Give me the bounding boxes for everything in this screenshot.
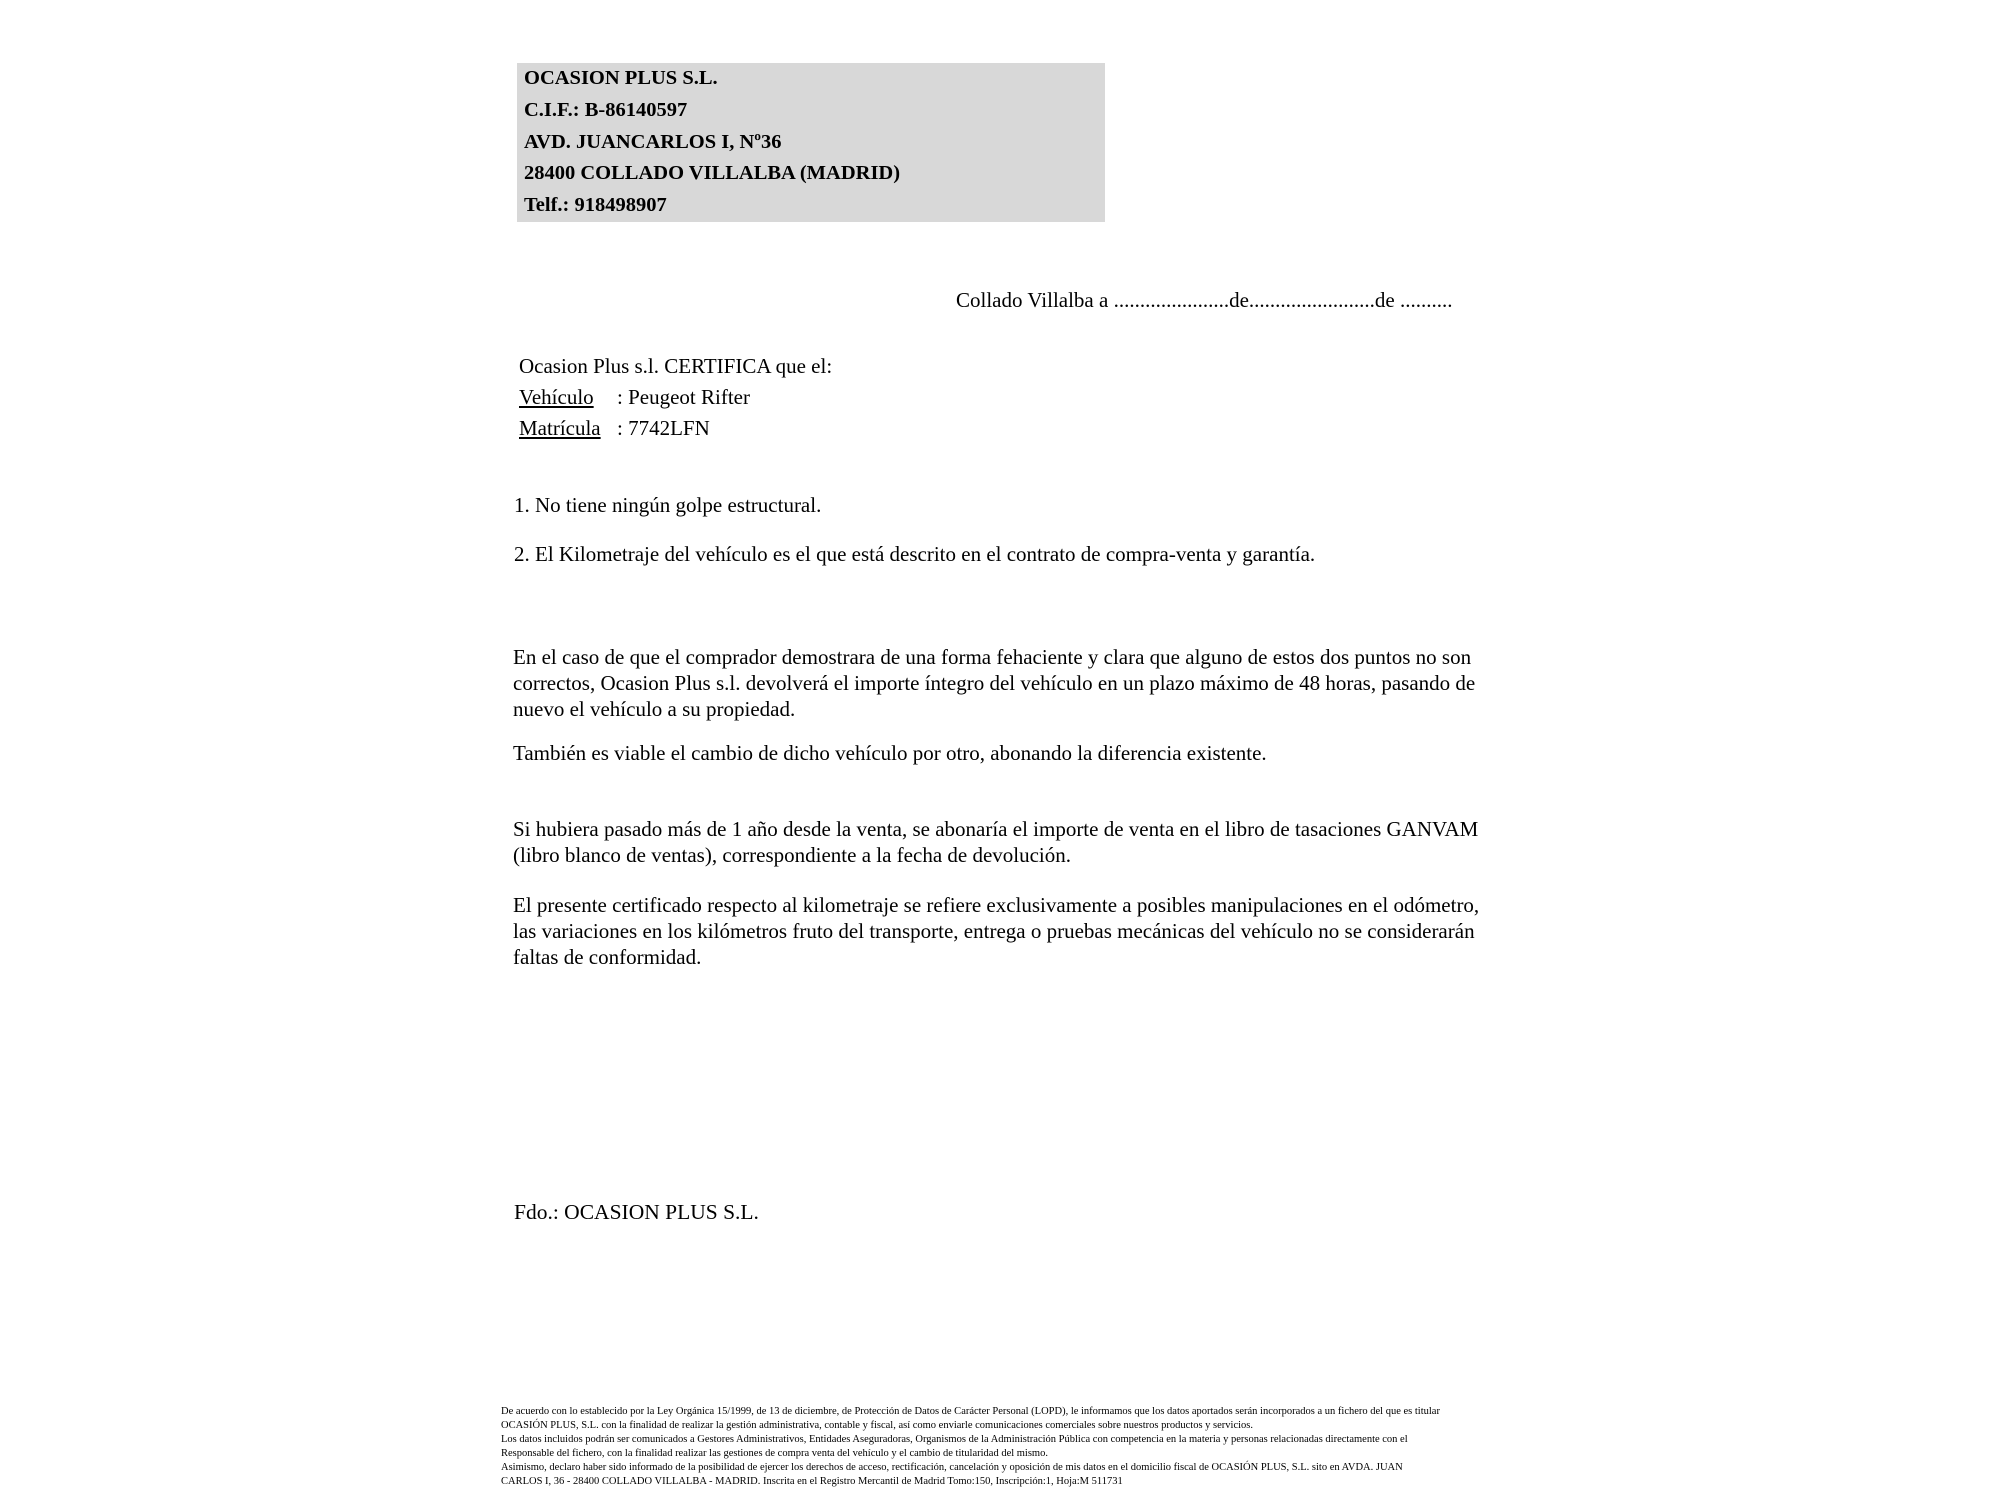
vehicle-label: Vehículo xyxy=(519,385,594,409)
numbered-item-2: 2. El Kilometraje del vehículo es el que está descrito en el contrato de compra-venta y garantía. xyxy=(514,542,1316,566)
letterhead-block xyxy=(517,63,1105,222)
letterhead-phone: Telf.: 918498907 xyxy=(524,194,667,217)
plate-label: Matrícula xyxy=(519,416,601,440)
signature-line: Fdo.: OCASION PLUS S.L. xyxy=(514,1200,759,1224)
legal-footer-line: Asimismo, declaro haber sido informado de la posibilidad de ejercer los derechos de acceso, rectificación, cancelación y oposición de mis datos en el domicilio fiscal de OCASIÓN PLUS, S.L. sito en AVDA. JUAN xyxy=(501,1461,1403,1473)
legal-footer-line: Los datos incluidos podrán ser comunicados a Gestores Administrativos, Entidades Aseguradoras, Organismos de la Administración Pública con competencia en la materia y personas relacionadas directamente con el xyxy=(501,1433,1408,1445)
certification-block xyxy=(519,351,832,444)
letterhead-company-name: OCASION PLUS S.L. xyxy=(524,67,718,89)
vehicle-row xyxy=(519,382,832,413)
vehicle-value: : Peugeot Rifter xyxy=(617,385,750,409)
paragraph-odometer-scope: El presente certificado respecto al kilometraje se refiere exclusivamente a posibles manipulaciones en el odómetro, las variaciones en los kilómetros fruto del transporte, entrega o pruebas mecánicas del vehículo no se considerarán faltas de conformidad. xyxy=(513,893,1480,969)
certification-intro: Ocasion Plus s.l. CERTIFICA que el: xyxy=(519,354,833,378)
legal-footer-line: Responsable del fichero, con la finalidad realizar las gestiones de compra venta del vehículo y el cambio de titularidad del mismo. xyxy=(501,1447,1048,1459)
letterhead-cif: C.I.F.: B-86140597 xyxy=(524,98,688,121)
numbered-item-1: 1. No tiene ningún golpe estructural. xyxy=(514,493,822,517)
legal-footer-line: CARLOS I, 36 - 28400 COLLADO VILLALBA - MADRID. Inscrita en el Registro Mercantil de Madrid Tomo:150, Inscripción:1, Hoja:M 511731 xyxy=(501,1475,1123,1487)
legal-footer-line: De acuerdo con lo establecido por la Ley Orgánica 15/1999, de 13 de diciembre, de Protección de Datos de Carácter Personal (LOPD), le informamos que los datos aportados serán incorporados a un fichero del que es titular xyxy=(501,1406,1440,1417)
legal-footer-line: OCASIÓN PLUS, S.L. con la finalidad de realizar la gestión administrativa, contable y fiscal, así como enviarle comunicaciones comerciales sobre nuestros productos y servicios. xyxy=(501,1419,1253,1431)
paragraph-vehicle-exchange: También es viable el cambio de dicho vehículo por otro, abonando la diferencia existente. xyxy=(513,741,1267,765)
legal-footer xyxy=(501,1405,1440,1488)
paragraph-refund-guarantee: En el caso de que el comprador demostrara de una forma fehaciente y clara que alguno de estos dos puntos no son correctos, Ocasion Plus s.l. devolverá el importe íntegro del vehículo en un plazo máximo de 48 horas, pasando de nuevo el vehículo a su propiedad. xyxy=(513,645,1476,721)
paragraph-ganvam-valuation: Si hubiera pasado más de 1 año desde la venta, se abonaría el importe de venta en el libro de tasaciones GANVAM (libro blanco de ventas), correspondiente a la fecha de devolución. xyxy=(513,817,1479,867)
letterhead-address: AVD. JUANCARLOS I, Nº36 xyxy=(524,130,782,153)
date-line: Collado Villalba a ......................de........................de .......... xyxy=(956,288,1453,312)
plate-value: : 7742LFN xyxy=(617,416,710,440)
plate-row xyxy=(519,413,832,444)
letterhead-city: 28400 COLLADO VILLALBA (MADRID) xyxy=(524,162,901,185)
